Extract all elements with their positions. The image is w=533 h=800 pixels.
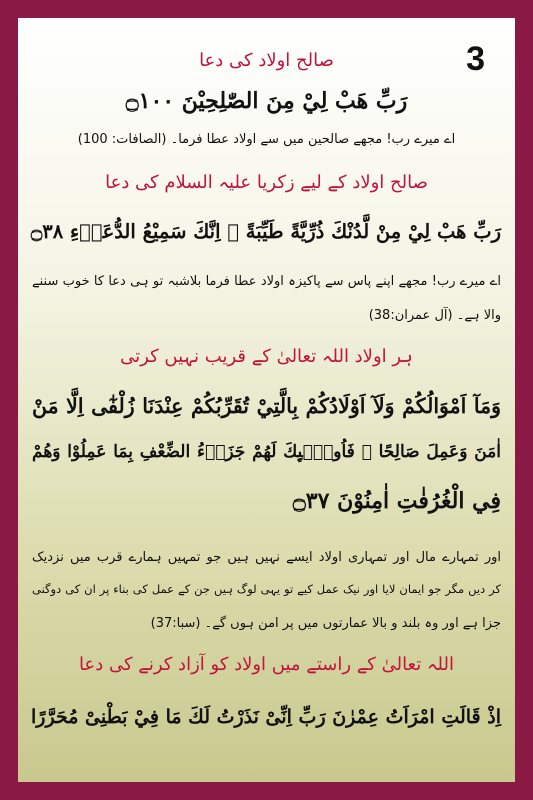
section-3-verse-line-1: وَمَآ اَمْوَالُكُمْ وَلَآ اَوْلَادُكُمْ بِالَّتِيْ تُقَرِّبُكُمْ عِنْدَنَا زُلْفٰٓى اِلَّا مَنْ xyxy=(32,394,501,418)
section-3-translation-line-2: کر دیں مگر جو ایمان لایا اور نیک عمل کیے تو یہی لوگ ہیں جن کے عمل کی بناء پر ان کی دوگنی xyxy=(32,582,501,596)
section-2-verse: رَبِّ هَبْ لِيْ مِنْ لَّدُنْكَ ذُرِّيَّةً طَيِّبَةً ۚ اِنَّكَ سَمِيْعُ الدُّعَاۗءِ ۝٣٨ xyxy=(30,220,501,243)
section-2-heading: صالح اولاد کے لیے زکریا علیہ السلام کی دعا xyxy=(105,172,428,193)
section-3-translation-line-1: اور تمہارے مال اور تمہاری اولاد ایسے نہیں ہیں جو تمہیں ہمارے قرب میں نزدیک xyxy=(32,550,501,565)
page xyxy=(18,18,515,782)
section-1-heading: صالح اولاد کی دعا xyxy=(199,50,334,71)
page-number: 3 xyxy=(466,40,485,78)
section-1-verse: رَبِّ هَبْ لِيْ مِنَ الصّٰلِحِيْنَ ۝١٠٠ xyxy=(125,88,408,114)
section-3-verse-line-2: اٰمَنَ وَعَمِلَ صَالِحًا ۡ فَاُولٰۗىِٕكَ لَهُمْ جَزَاۗءُ الضِّعْفِ بِمَا عَمِلُوْا وَهُمْ xyxy=(32,442,501,462)
section-3-translation-line-3: جزا ہے اور وہ بلند و بالا عمارتوں میں پر امن ہوں گے۔ (سبا:37) xyxy=(150,616,501,631)
section-2-translation-line-1: اے میرے رب! مجھے اپنے پاس سے پاکیزہ اولاد عطا فرما بلاشبہ تو ہی دعا کا خوب سننے xyxy=(32,274,501,289)
section-2-translation-line-2: والا ہے۔ (آل عمران:38) xyxy=(368,308,501,323)
section-3-verse-line-3: فِي الْغُرُفٰتِ اٰمِنُوْنَ ۝٣٧ xyxy=(292,488,501,514)
section-4-verse-line-1: اِذْ قَالَتِ امْرَاَتُ عِمْرٰنَ رَبِّ اِنِّىْ نَذَرْتُ لَكَ مَا فِيْ بَطْنِىْ مُحَرَّرًا xyxy=(31,706,501,728)
section-1-translation: اے میرے رب! مجھے صالحین میں سے اولاد عطا فرما۔ (الصافات: 100) xyxy=(77,132,456,147)
section-4-heading: اللہ تعالیٰ کے راستے میں اولاد کو آزاد کرنے کی دعا xyxy=(79,654,454,675)
section-3-heading: ہر اولاد اللہ تعالیٰ کے قریب نہیں کرتی xyxy=(120,346,413,367)
